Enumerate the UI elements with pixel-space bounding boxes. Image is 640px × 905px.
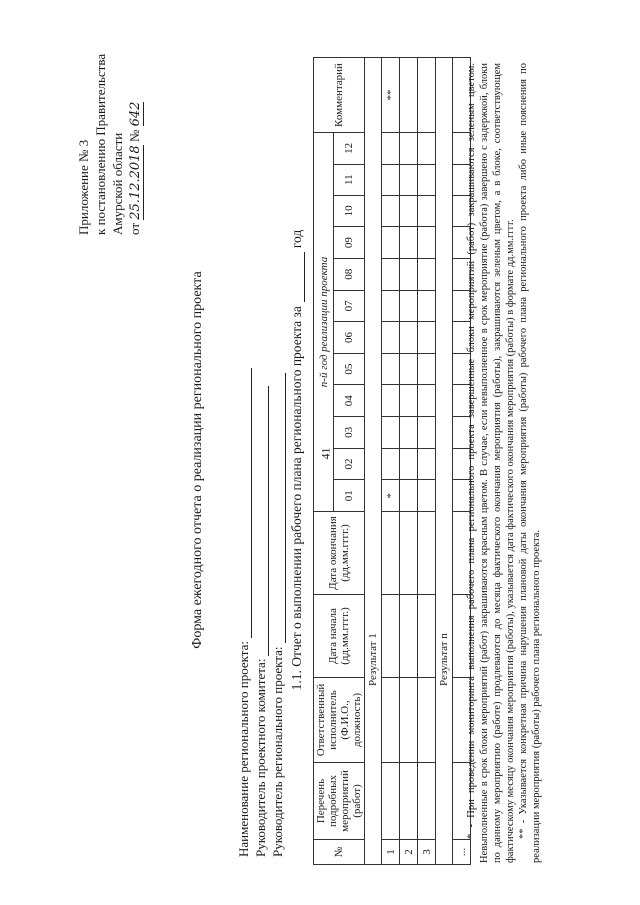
appendix-block [75, 54, 144, 235]
month-header: 09 [334, 227, 365, 259]
appendix-region: Амурской области [110, 132, 125, 235]
month-header: 04 [334, 385, 365, 417]
blank-line [256, 386, 269, 656]
year-blank [292, 252, 305, 302]
header-no: № [314, 840, 365, 865]
month-header: 10 [334, 195, 365, 227]
footnote-1: * - При проведении мониторинга выполнения рабочего плана регионального проекта завершенные блоки мероприятий (работ) закрашиваются зеленым цветом. Невыполненные в срок блоки мероприятий (работ) закрашиваются красным цветом. В случае, если невыполненное в срок мероприятие (работа) завершено с задержкой, блоки по данному мероприятию (работе) продлеваются до месяца фактического окончания мероприятия (работы), закрашиваются зеленым цветом, а в блоке, соответствующем фактическому месяцу окончания мероприятия (работы), указывается дата фактического окончания мероприятия (работы) в формате дд.мм.гггг. [466, 63, 516, 863]
month-header: 01 [334, 480, 365, 512]
handwritten-number: 642 [128, 101, 143, 127]
work-plan-table [313, 57, 471, 865]
rotated-page-content [67, 45, 572, 875]
header-start-date: Дата начала (дд.мм.гггг.) [314, 595, 365, 678]
month-header: 11 [334, 164, 365, 195]
comment-marker: ** [382, 58, 400, 133]
row-number: 2 [400, 840, 418, 865]
month-header: 05 [334, 353, 365, 385]
field-project-name: Наименование регионального проекта: [235, 368, 252, 857]
handwritten-date: 25.12.2018 [128, 145, 143, 220]
marker-cell: * [382, 480, 400, 512]
month-header: 07 [334, 290, 365, 322]
month-header: 12 [334, 133, 365, 165]
month-header: 02 [334, 448, 365, 480]
field-project-head: Руководитель регионального проекта: [269, 368, 286, 857]
month-header: 08 [334, 258, 365, 290]
footnote-2: ** - Указывается конкретная причина нарушения плановой даты окончания мероприятия (работы) рабочего плана регионального проекта либо иные пояснения по реализации мероприятия (работы) рабочего плана регионального проекта. [518, 63, 542, 863]
blank-line [239, 368, 252, 638]
month-header: 06 [334, 322, 365, 354]
page-number: 41 [318, 447, 333, 460]
header-comment: Комментарий [314, 58, 365, 133]
header-year: n-й год реализации проекта [314, 133, 334, 512]
footnotes [465, 63, 543, 863]
project-fields [235, 368, 286, 857]
row-number: 3 [418, 840, 436, 865]
row-number: ... [453, 840, 471, 865]
month-header: 03 [334, 417, 365, 449]
appendix-date-line: от 25.12.2018 № 642 [127, 101, 143, 235]
blank-line [273, 373, 286, 643]
appendix-decree: к постановлению Правительства [93, 53, 108, 235]
row-number: 1 [382, 840, 400, 865]
field-committee-head: Руководитель проектного комитета: [252, 368, 269, 857]
report-title: 1.1. Отчет о выполнении рабочего плана регионального проекта загод [289, 229, 304, 691]
form-title: Форма ежегодного отчета о реализации регионального проекта [190, 271, 205, 649]
header-events: Перечень подробных мероприятий (работ) [314, 763, 365, 840]
result-n-row: Результат n [436, 58, 453, 865]
header-end-date: Дата окончания (дд.мм.гггг.) [314, 512, 365, 595]
appendix-title: Приложение № 3 [76, 139, 91, 235]
result-1-row: Результат 1 [365, 58, 382, 865]
header-executor: Ответственный исполнитель (Ф.И.О., должность) [314, 678, 365, 763]
